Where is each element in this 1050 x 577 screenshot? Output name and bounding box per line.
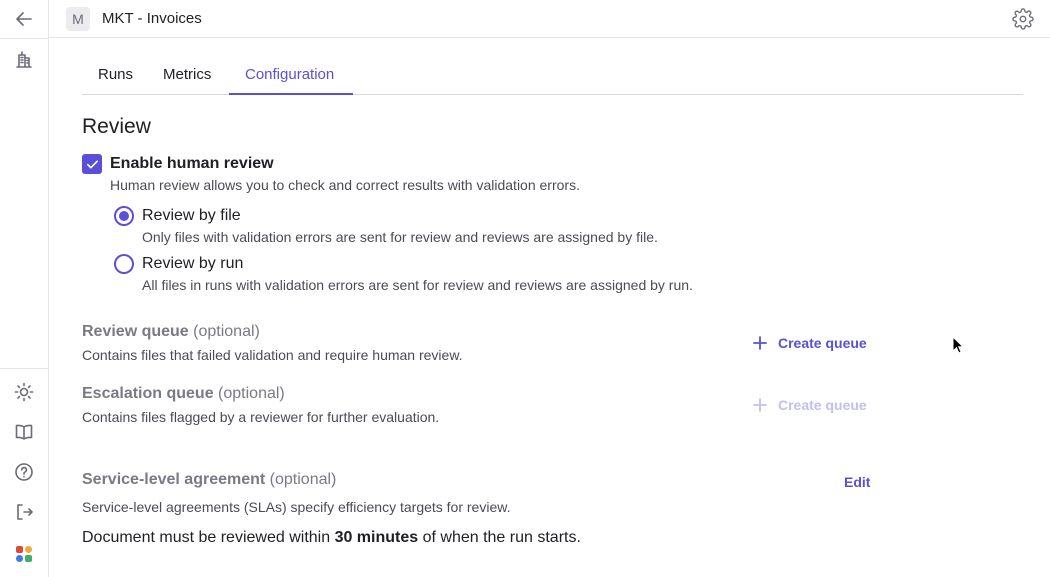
edit-sla-button[interactable]: Edit <box>844 474 871 490</box>
help-icon[interactable] <box>12 460 36 484</box>
review-by-run-desc: All files in runs with validation errors are sent for review and reviews are assigned by run. <box>142 277 693 293</box>
sla-title <box>82 471 336 489</box>
sla-duration: 30 minutes <box>334 529 419 546</box>
building-icon[interactable] <box>12 47 36 71</box>
optional-tag: (optional) <box>218 385 285 402</box>
app-logo-icon[interactable] <box>12 542 36 566</box>
tab-metrics[interactable]: Metrics <box>163 66 212 83</box>
review-by-run-label[interactable]: Review by run <box>142 255 244 272</box>
escalation-queue-title <box>82 385 285 403</box>
review-queue-desc: Contains files that failed validation and require human review. <box>82 347 463 363</box>
tab-bar <box>82 56 1023 95</box>
optional-tag: (optional) <box>193 323 260 340</box>
create-escalation-queue-button[interactable] <box>752 395 867 415</box>
active-tab-indicator <box>229 93 353 95</box>
review-queue-title-text: Review queue <box>82 323 189 340</box>
plus-icon <box>752 397 768 413</box>
book-icon[interactable] <box>12 420 36 444</box>
sla-summary <box>82 529 581 547</box>
plus-icon <box>752 335 768 351</box>
sidebar-divider <box>0 38 49 39</box>
sidebar-divider <box>0 368 49 369</box>
gear-icon[interactable] <box>1012 8 1034 30</box>
page-title: MKT - Invoices <box>102 10 202 27</box>
sidebar <box>0 0 49 577</box>
optional-tag: (optional) <box>269 471 337 488</box>
tab-configuration[interactable]: Configuration <box>245 66 335 83</box>
sun-icon[interactable] <box>12 380 36 404</box>
sla-text-after: of when the run starts. <box>418 529 581 546</box>
sla-title-text: Service-level agreement <box>82 471 266 488</box>
review-by-file-radio[interactable] <box>114 206 134 226</box>
review-by-file-desc: Only files with validation errors are sent for review and reviews are assigned by file. <box>142 229 658 245</box>
create-queue-label: Create queue <box>778 397 867 413</box>
escalation-queue-title-text: Escalation queue <box>82 385 214 402</box>
logout-icon[interactable] <box>12 500 36 524</box>
review-by-run-radio[interactable] <box>114 254 134 274</box>
avatar: M <box>66 7 90 31</box>
create-queue-label: Create queue <box>778 335 867 351</box>
escalation-queue-desc: Contains files flagged by a reviewer for further evaluation. <box>82 409 440 425</box>
tab-runs[interactable]: Runs <box>98 66 134 83</box>
review-by-file-label[interactable]: Review by file <box>142 207 241 224</box>
enable-human-review-desc: Human review allows you to check and correct results with validation errors. <box>110 177 580 193</box>
sla-text-before: Document must be reviewed within <box>82 529 335 546</box>
enable-human-review-checkbox[interactable] <box>82 154 102 174</box>
section-heading-review: Review <box>82 115 151 138</box>
enable-human-review-label[interactable]: Enable human review <box>110 155 274 172</box>
mouse-cursor-icon <box>952 336 964 354</box>
sla-desc: Service-level agreements (SLAs) specify efficiency targets for review. <box>82 499 511 515</box>
review-queue-title <box>82 323 260 341</box>
create-review-queue-button[interactable] <box>752 333 867 353</box>
back-arrow-icon[interactable] <box>12 7 36 31</box>
check-icon <box>86 158 99 171</box>
header <box>49 0 1050 38</box>
